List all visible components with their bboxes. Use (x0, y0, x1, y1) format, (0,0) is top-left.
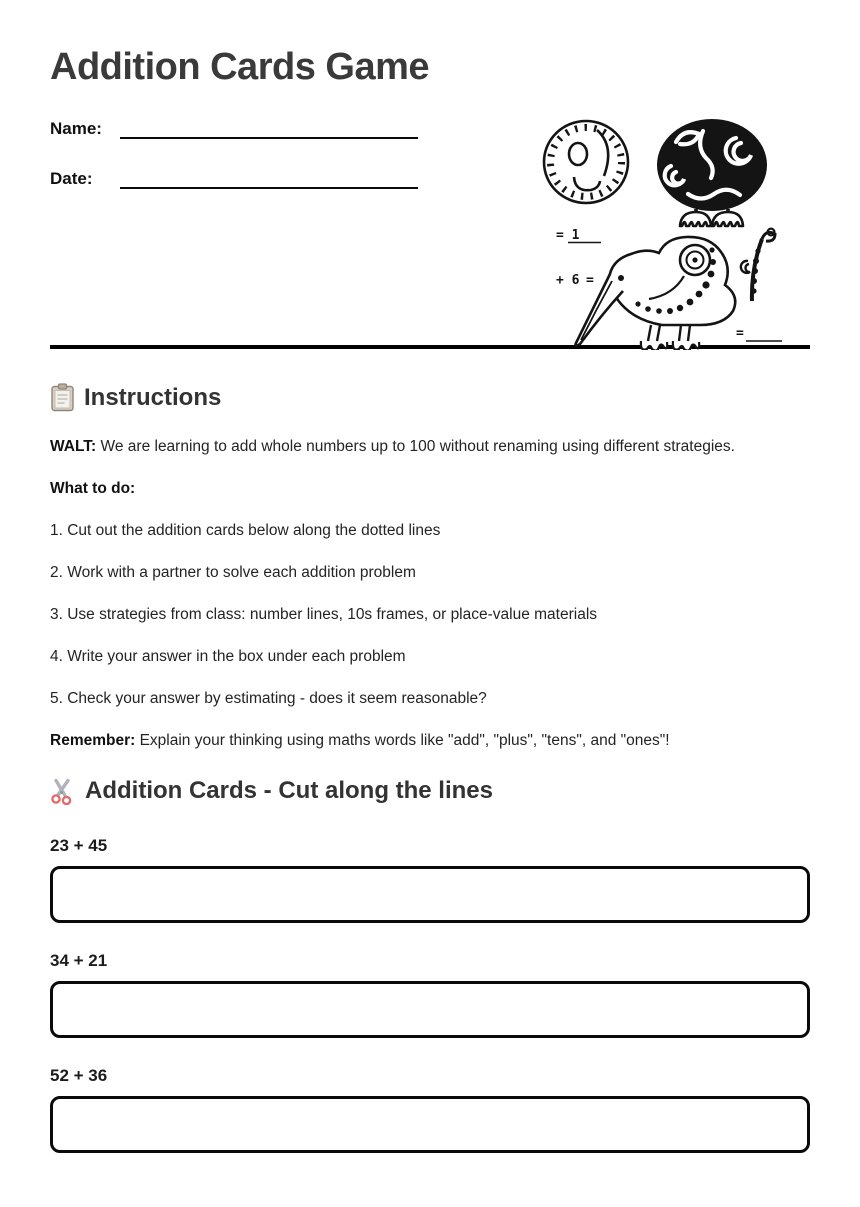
remember-line (50, 730, 810, 751)
equals-one-label: = 1 (556, 228, 580, 243)
addition-card (50, 951, 810, 1038)
date-label: Date: (50, 169, 93, 189)
step-item-5: 5. Check your answer by estimating - does it seem reasonable? (50, 690, 487, 707)
worksheet-page (0, 46, 860, 1153)
answer-box-2[interactable] (50, 981, 810, 1038)
problem-label-2: 34 + 21 (50, 951, 108, 970)
kiwi-drawing (576, 237, 736, 350)
step-item-3: 3. Use strategies from class: number lines, 10s frames, or place-value materials (50, 606, 598, 623)
instructions-heading-label: Instructions (84, 383, 222, 411)
cards-heading-label: Addition Cards - Cut along the lines (85, 777, 493, 804)
answer-box-3[interactable] (50, 1096, 810, 1153)
problem-label-1: 23 + 45 (50, 836, 108, 855)
step-item-1: 1. Cut out the addition cards below along the dotted lines (50, 522, 441, 539)
walt-label: WALT: (50, 438, 97, 455)
remember-label: Remember: (50, 732, 136, 749)
dark-bird-drawing (657, 119, 767, 226)
addition-card (50, 1066, 810, 1153)
answer-box-1[interactable] (50, 866, 810, 923)
fern-frond-drawing (741, 229, 775, 301)
equals-mid-label: = (586, 273, 594, 288)
equals-bottom-label: = (736, 326, 744, 341)
remember-text: Explain your thinking using maths words like "add", "plus", "tens", and "ones"! (135, 732, 670, 749)
step-item-2: 2. Work with a partner to solve each addition problem (50, 564, 416, 581)
what-to-do-label: What to do: (50, 480, 136, 497)
plus-six-label: + 6 (556, 273, 580, 288)
walt-text: We are learning to add whole numbers up to 100 without renaming using different strategies. (96, 438, 735, 455)
name-input-line[interactable] (120, 121, 418, 139)
name-label: Name: (50, 119, 102, 139)
page-title: Addition Cards Game (50, 46, 429, 88)
clipboard-icon (50, 383, 75, 412)
koru-disc-drawing (544, 121, 628, 203)
maori-illustration (540, 108, 814, 350)
scissors-icon (50, 778, 76, 805)
problem-label-3: 52 + 36 (50, 1066, 108, 1085)
addition-card (50, 836, 810, 923)
cards-heading (50, 777, 810, 805)
step-item-4: 4. Write your answer in the box under each problem (50, 648, 406, 665)
date-input-line[interactable] (120, 171, 418, 189)
walt-line (50, 436, 810, 457)
instructions-heading (50, 383, 810, 412)
